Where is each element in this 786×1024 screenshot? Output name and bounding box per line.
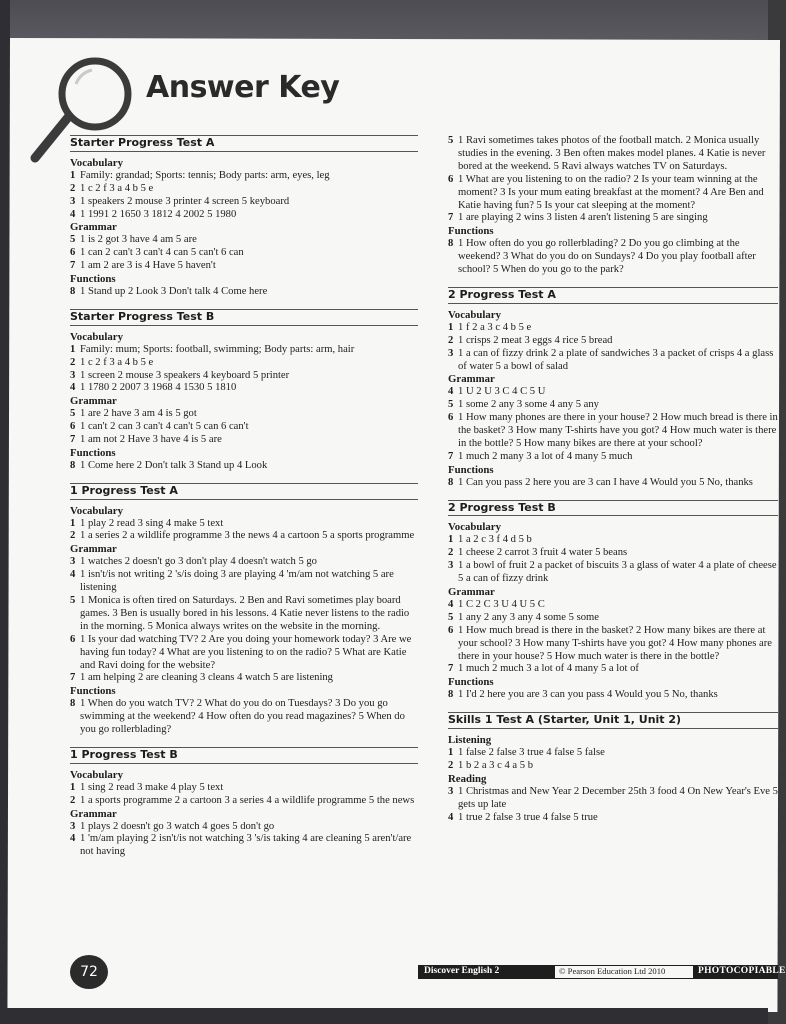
exercise-number: 6 bbox=[448, 173, 454, 185]
answer-line bbox=[70, 234, 418, 247]
section-heading: 2 Progress Test A bbox=[448, 287, 778, 304]
answer-line bbox=[70, 530, 418, 543]
category-label: Grammar bbox=[448, 373, 495, 386]
answer-text: 1 is 2 got 3 have 4 am 5 are bbox=[80, 234, 197, 246]
answer-text: 1 How many phones are there in your house? 2 How much bread is there in the basket? 3 How many T-shirts have you got? 4 How much water is there in the bottle? 5 How many bikes are there at your school? bbox=[458, 412, 778, 449]
answer-section bbox=[448, 712, 778, 824]
answer-text: 1 1780 2 2007 3 1968 4 1530 5 1810 bbox=[80, 382, 237, 394]
section-heading: Starter Progress Test B bbox=[70, 309, 418, 326]
answer-line bbox=[70, 260, 418, 273]
category-label: Grammar bbox=[70, 807, 117, 820]
answer-line bbox=[70, 833, 418, 859]
answer-text: 1 Is your dad watching TV? 2 Are you doing your homework today? 3 Are we having fun today? 4 What are you listening to on the radio? 5 What are Katie and Ravi doing for the website? bbox=[80, 633, 412, 671]
exercise-number: 4 bbox=[70, 208, 76, 220]
answer-text: 1 screen 2 mouse 3 speakers 4 keyboard 5 printer bbox=[80, 369, 290, 381]
answer-text: 1 c 2 f 3 a 4 b 5 e bbox=[80, 182, 154, 194]
background-bottom bbox=[0, 1008, 768, 1024]
answer-text: 1 b 2 a 3 c 4 a 5 b bbox=[458, 759, 534, 771]
answer-text: Family: grandad; Sports: tennis; Body parts: arm, eyes, leg bbox=[80, 169, 330, 181]
section-heading: Starter Progress Test A bbox=[70, 135, 418, 152]
answer-line bbox=[448, 689, 778, 702]
exercise-number: 4 bbox=[70, 569, 76, 581]
exercise-number: 2 bbox=[70, 530, 76, 542]
answer-text: 1 f 2 a 3 c 4 b 5 e bbox=[458, 321, 532, 333]
exercise-number: 3 bbox=[448, 347, 454, 359]
answer-line bbox=[448, 786, 778, 812]
answer-text: 1 any 2 any 3 any 4 some 5 some bbox=[458, 611, 599, 623]
answer-line bbox=[448, 477, 778, 490]
category-label: Grammar bbox=[448, 586, 495, 598]
answer-line bbox=[448, 760, 778, 773]
exercise-number: 2 bbox=[70, 794, 76, 806]
answer-line bbox=[448, 386, 778, 399]
exercise-number: 8 bbox=[448, 238, 454, 250]
answer-text: 1 Come here 2 Don't talk 3 Stand up 4 Look bbox=[80, 459, 268, 471]
exercise-number: 8 bbox=[70, 285, 76, 297]
answer-text: 1 How much bread is there in the basket? 2 How many bikes are there at your school? 3 How many T-shirts have you got? 4 How many phones are there in your house? 5 How much water is there in the bottle? bbox=[458, 624, 772, 662]
answer-text: 1 a series 2 a wildlife programme 3 the news 4 a cartoon 5 a sports programme bbox=[80, 530, 415, 542]
answer-line bbox=[70, 247, 418, 260]
answer-text: 1 am helping 2 are cleaning 3 cleans 4 watch 5 are listening bbox=[80, 672, 333, 684]
exercise-number: 6 bbox=[70, 421, 76, 433]
answer-line bbox=[448, 560, 778, 586]
category-label: Functions bbox=[70, 273, 116, 286]
exercise-number: 2 bbox=[448, 547, 454, 559]
answer-text: 1 a sports programme 2 a cartoon 3 a series 4 a wildlife programme 5 the news bbox=[80, 794, 415, 806]
exercise-number: 1 bbox=[70, 169, 76, 181]
answer-line bbox=[70, 382, 418, 395]
answer-line bbox=[70, 672, 418, 685]
answer-text: 1 1991 2 1650 3 1812 4 2002 5 1980 bbox=[80, 208, 237, 220]
answer-text: 1 c 2 f 3 a 4 b 5 e bbox=[80, 356, 154, 368]
page-number: 72 bbox=[70, 955, 108, 989]
book-title: Discover English 2 bbox=[424, 966, 500, 976]
answer-line bbox=[448, 399, 778, 412]
answer-text: 1 Christmas and New Year 2 December 25th 3 food 4 On New Year's Eve 5 gets up late bbox=[458, 785, 778, 810]
exercise-number: 4 bbox=[70, 833, 76, 845]
exercise-number: 5 bbox=[448, 611, 454, 623]
exercise-number: 2 bbox=[70, 356, 76, 368]
answer-text: 1 When do you watch TV? 2 What do you do on Tuesdays? 3 Do you go swimming at the weekend? 4 How often do you read magazines? 5 When do you go rollerblading? bbox=[80, 698, 405, 736]
exercise-number: 6 bbox=[70, 633, 76, 645]
answer-line bbox=[70, 183, 418, 196]
exercise-number: 3 bbox=[70, 820, 76, 832]
background-top bbox=[0, 0, 768, 40]
category-label: Vocabulary bbox=[70, 156, 123, 169]
exercise-number: 1 bbox=[70, 517, 76, 529]
answer-line bbox=[70, 782, 418, 795]
answer-text: 1 much 2 much 3 a lot of 4 many 5 a lot of bbox=[458, 663, 639, 675]
answer-text: 1 are 2 have 3 am 4 is 5 got bbox=[80, 408, 197, 420]
answer-line bbox=[70, 170, 418, 183]
exercise-number: 5 bbox=[70, 408, 76, 420]
category-label: Vocabulary bbox=[70, 504, 123, 517]
answer-section bbox=[70, 483, 418, 737]
exercise-number: 7 bbox=[448, 212, 454, 224]
answer-text: 1 a bowl of fruit 2 a packet of biscuits 3 a glass of water 4 a plate of cheese 5 a can of fizzy drink bbox=[458, 560, 777, 585]
answer-line bbox=[448, 612, 778, 625]
exercise-number: 1 bbox=[448, 321, 454, 333]
exercise-number: 3 bbox=[70, 195, 76, 207]
answer-line bbox=[448, 747, 778, 760]
answer-line bbox=[70, 518, 418, 531]
section-heading: 1 Progress Test A bbox=[70, 483, 418, 500]
answer-text: 1 cheese 2 carrot 3 fruit 4 water 5 beans bbox=[458, 547, 628, 559]
answer-line bbox=[448, 174, 778, 213]
exercise-number: 5 bbox=[448, 399, 454, 411]
exercise-number: 4 bbox=[448, 598, 454, 610]
exercise-number: 7 bbox=[70, 260, 76, 272]
answer-line bbox=[70, 196, 418, 209]
answer-text: 1 are playing 2 wins 3 listen 4 aren't listening 5 are singing bbox=[458, 212, 708, 224]
answer-line bbox=[70, 460, 418, 473]
category-label: Reading bbox=[448, 772, 487, 785]
answer-line bbox=[70, 209, 418, 222]
category-label: Functions bbox=[448, 676, 494, 689]
answer-text: 1 much 2 many 3 a lot of 4 many 5 much bbox=[458, 450, 633, 462]
answer-text: 1 some 2 any 3 some 4 any 5 any bbox=[458, 399, 599, 411]
exercise-number: 3 bbox=[448, 560, 454, 572]
answer-line bbox=[70, 821, 418, 834]
answer-text: 1 am not 2 Have 3 have 4 is 5 are bbox=[80, 434, 222, 446]
category-label: Vocabulary bbox=[448, 521, 501, 534]
exercise-number: 8 bbox=[70, 698, 76, 710]
exercise-number: 7 bbox=[448, 663, 454, 675]
answer-text: 1 play 2 read 3 sing 4 make 5 text bbox=[80, 517, 224, 529]
category-label: Functions bbox=[70, 685, 116, 698]
exercise-number: 8 bbox=[448, 689, 454, 701]
answer-text: 1 sing 2 read 3 make 4 play 5 text bbox=[80, 781, 224, 793]
category-label: Listening bbox=[448, 734, 492, 747]
answer-text: 1 speakers 2 mouse 3 printer 4 screen 5 keyboard bbox=[80, 195, 290, 207]
answer-text: 1 can 2 can't 3 can't 4 can 5 can't 6 can bbox=[80, 247, 244, 259]
answer-line bbox=[70, 556, 418, 569]
answer-section bbox=[448, 135, 778, 277]
category-label: Grammar bbox=[70, 543, 117, 556]
exercise-number: 4 bbox=[70, 382, 76, 394]
exercise-number: 6 bbox=[70, 247, 76, 259]
exercise-number: 1 bbox=[448, 746, 454, 758]
category-label: Functions bbox=[70, 446, 116, 459]
section-heading: Skills 1 Test A (Starter, Unit 1, Unit 2) bbox=[448, 712, 778, 729]
answer-text: 1 watches 2 doesn't go 3 don't play 4 doesn't watch 5 go bbox=[80, 556, 317, 568]
answer-section bbox=[70, 747, 418, 859]
answer-line bbox=[70, 421, 418, 434]
exercise-number: 1 bbox=[448, 534, 454, 546]
answer-line bbox=[70, 357, 418, 370]
answer-text: 1 C 2 C 3 U 4 U 5 C bbox=[458, 598, 545, 610]
exercise-number: 4 bbox=[448, 386, 454, 398]
exercise-number: 3 bbox=[70, 369, 76, 381]
answer-line bbox=[448, 534, 778, 547]
exercise-number: 1 bbox=[70, 343, 76, 355]
exercise-number: 7 bbox=[448, 450, 454, 462]
exercise-number: 6 bbox=[448, 412, 454, 424]
answer-text: 1 plays 2 doesn't go 3 watch 4 goes 5 don't go bbox=[80, 820, 275, 832]
exercise-number: 3 bbox=[70, 556, 76, 568]
answer-section bbox=[448, 287, 778, 490]
answer-line bbox=[448, 238, 778, 277]
answer-text: 1 Monica is often tired on Saturdays. 2 Ben and Ravi sometimes play board games. 3 Ben is usually bored in his lessons. 4 Katie never listens to the radio in the morning. 5 Monica always writes on the website in the morning. bbox=[80, 595, 410, 632]
answer-section bbox=[70, 309, 418, 473]
answer-line bbox=[70, 408, 418, 421]
photocopiable-label: PHOTOCOPIABLE bbox=[698, 966, 786, 976]
category-label: Grammar bbox=[70, 221, 117, 234]
exercise-number: 8 bbox=[448, 476, 454, 488]
answer-line bbox=[448, 212, 778, 225]
answer-section bbox=[70, 135, 418, 299]
answer-text: 1 Can you pass 2 here you are 3 can I have 4 Would you 5 No, thanks bbox=[458, 476, 753, 488]
answer-text: 1 I'd 2 here you are 3 can you pass 4 Would you 5 No, thanks bbox=[458, 689, 718, 701]
answer-text: 1 crisps 2 meat 3 eggs 4 rice 5 bread bbox=[458, 334, 613, 346]
exercise-number: 8 bbox=[70, 459, 76, 471]
exercise-number: 2 bbox=[448, 759, 454, 771]
answer-line bbox=[448, 348, 778, 374]
exercise-number: 5 bbox=[448, 135, 454, 146]
category-label: Functions bbox=[448, 463, 494, 476]
answer-line bbox=[448, 547, 778, 560]
answer-text: 1 Ravi sometimes takes photos of the football match. 2 Monica usually studies in the evening. 3 Ben often makes model planes. 4 Katie is never bored at the weekend. 5 Ravi always watches TV on Saturdays. bbox=[458, 135, 766, 172]
category-label: Grammar bbox=[70, 395, 117, 408]
answer-line bbox=[70, 434, 418, 447]
exercise-number: 3 bbox=[448, 785, 454, 797]
answer-text: 1 true 2 false 3 true 4 false 5 true bbox=[458, 811, 598, 823]
exercise-number: 7 bbox=[70, 672, 76, 684]
exercise-number: 2 bbox=[448, 334, 454, 346]
answer-line bbox=[448, 412, 778, 451]
answer-text: 1 a can of fizzy drink 2 a plate of sandwiches 3 a packet of crisps 4 a glass of water 5 a bowl of salad bbox=[458, 347, 774, 372]
answer-line bbox=[70, 344, 418, 357]
exercise-number: 4 bbox=[448, 811, 454, 823]
answer-line bbox=[70, 634, 418, 673]
answer-text: 1 a 2 c 3 f 4 d 5 b bbox=[458, 534, 532, 546]
exercise-number: 7 bbox=[70, 434, 76, 446]
answer-line bbox=[448, 599, 778, 612]
answer-text: 1 How often do you go rollerblading? 2 Do you go climbing at the weekend? 3 What do you do on Sundays? 4 Do you play football after school? 5 When do you go to the park? bbox=[458, 238, 756, 276]
answer-text: 1 am 2 are 3 is 4 Have 5 haven't bbox=[80, 260, 216, 272]
category-label: Vocabulary bbox=[70, 330, 123, 343]
answer-text: 1 false 2 false 3 true 4 false 5 false bbox=[458, 746, 605, 758]
page-title: Answer Key bbox=[146, 70, 340, 105]
answer-text: 1 'm/am playing 2 isn't/is not watching 3 's/is taking 4 are cleaning 5 aren't/are not having bbox=[80, 833, 412, 858]
answer-line bbox=[70, 698, 418, 737]
category-label: Vocabulary bbox=[70, 768, 123, 781]
answer-line bbox=[448, 335, 778, 348]
exercise-number: 5 bbox=[70, 234, 76, 246]
section-heading: 1 Progress Test B bbox=[70, 747, 418, 764]
answer-text: 1 Stand up 2 Look 3 Don't talk 4 Come here bbox=[80, 285, 268, 297]
copyright-notice: © Pearson Education Ltd 2010 bbox=[555, 966, 693, 978]
answer-line bbox=[70, 370, 418, 383]
answer-line bbox=[448, 663, 778, 676]
category-label: Functions bbox=[448, 225, 494, 238]
answer-text: Family: mum; Sports: football, swimming; Body parts: arm, hair bbox=[80, 343, 355, 355]
right-column bbox=[448, 135, 778, 824]
answer-text: 1 can't 2 can 3 can't 4 can't 5 can 6 can't bbox=[80, 421, 249, 433]
exercise-number: 6 bbox=[448, 624, 454, 636]
left-column bbox=[70, 135, 418, 859]
answer-section bbox=[448, 500, 778, 703]
answer-line bbox=[448, 322, 778, 335]
answer-line bbox=[448, 451, 778, 464]
answer-line bbox=[448, 625, 778, 664]
section-heading: 2 Progress Test B bbox=[448, 500, 778, 517]
answer-line bbox=[70, 286, 418, 299]
answer-line bbox=[70, 569, 418, 595]
answer-line bbox=[448, 135, 778, 174]
answer-line bbox=[70, 795, 418, 808]
exercise-number: 5 bbox=[70, 595, 76, 606]
answer-text: 1 isn't/is not writing 2 's/is doing 3 are playing 4 'm/am not watching 5 are listening bbox=[80, 569, 394, 594]
category-label: Vocabulary bbox=[448, 308, 501, 321]
exercise-number: 1 bbox=[70, 781, 76, 793]
answer-line bbox=[70, 595, 418, 634]
footer-bar bbox=[418, 965, 786, 979]
exercise-number: 2 bbox=[70, 182, 76, 194]
answer-line bbox=[448, 812, 778, 825]
answer-text: 1 U 2 U 3 C 4 C 5 U bbox=[458, 386, 546, 398]
answer-text: 1 What are you listening to on the radio? 2 Is your team winning at the moment? 3 Is your mum eating breakfast at the moment? 4 Are Ben and Katie having fun? 5 Is your cat sleeping at the moment? bbox=[458, 173, 764, 211]
